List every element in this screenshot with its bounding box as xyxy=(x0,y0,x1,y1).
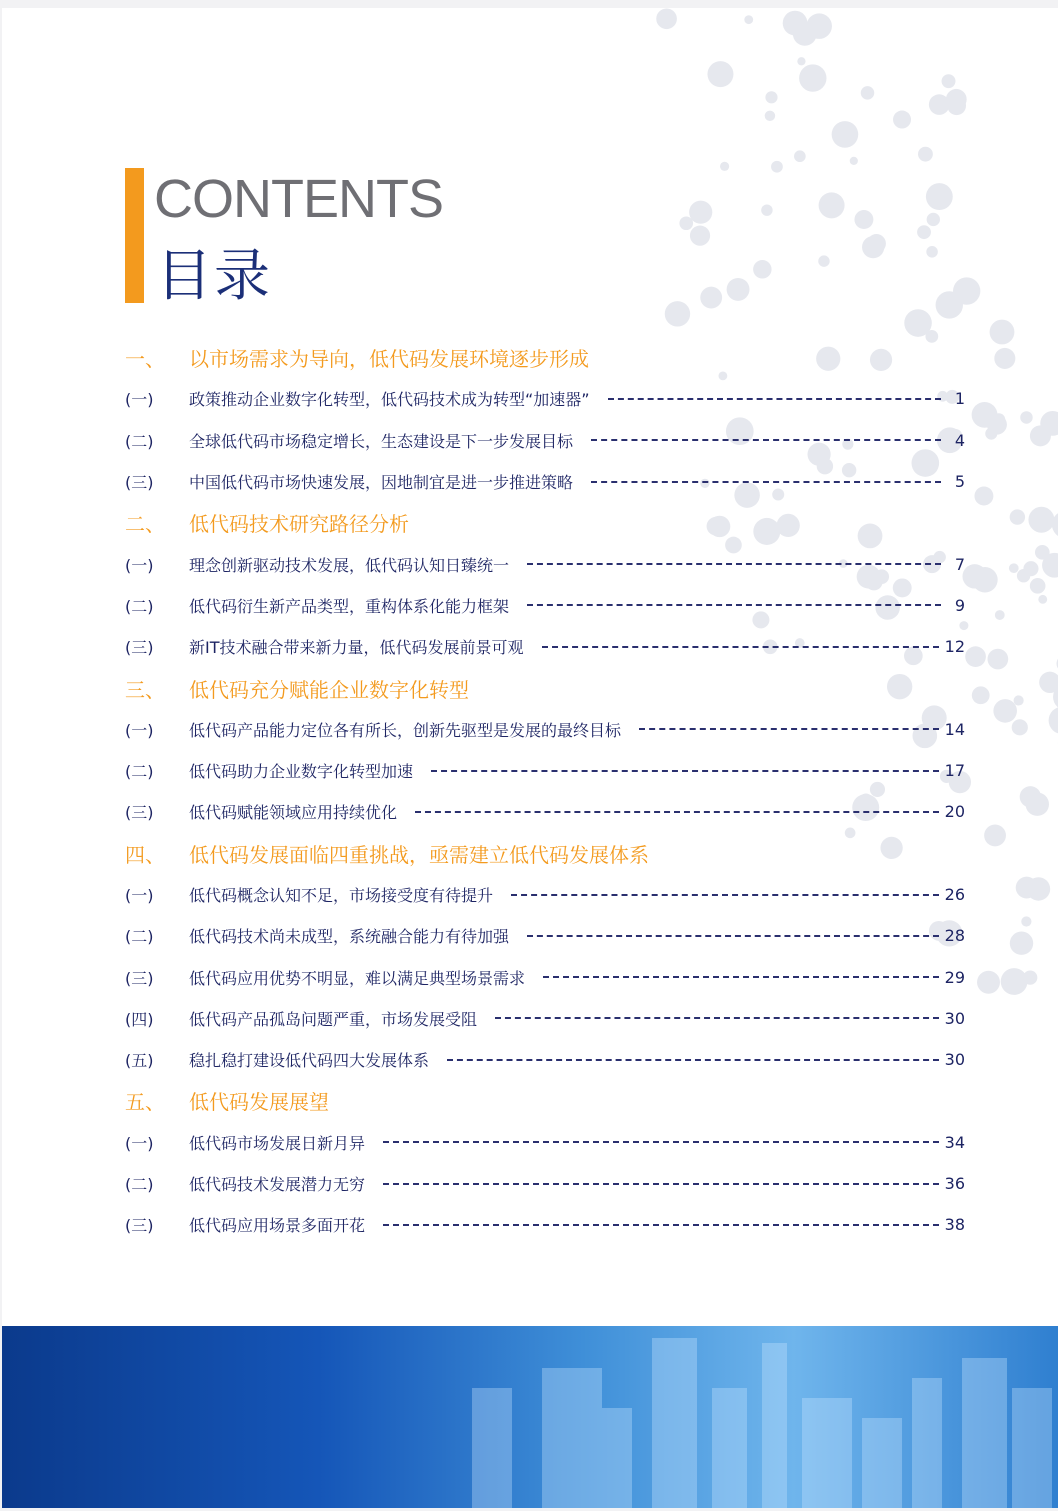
entry-number: (三) xyxy=(125,473,154,493)
decor-dot xyxy=(720,162,729,171)
page-number: 30 xyxy=(944,1050,965,1070)
page-number: 12 xyxy=(944,637,965,657)
decor-dot xyxy=(854,210,873,229)
section-title: 低代码技术研究路径分析 xyxy=(189,512,409,537)
entry-title: 低代码应用优势不明显，难以满足典型场景需求 xyxy=(189,968,526,988)
decor-dot xyxy=(753,260,771,278)
page-number: 34 xyxy=(944,1132,965,1152)
decor-dot xyxy=(765,111,775,121)
decor-dot xyxy=(679,216,693,230)
decor-dot xyxy=(700,287,722,309)
entry-number: (三) xyxy=(125,803,154,823)
decor-dot xyxy=(727,278,750,301)
decor-dot xyxy=(990,320,1015,345)
entry-title: 低代码技术尚未成型，系统融合能力有待加强 xyxy=(189,927,510,947)
decor-dot xyxy=(893,111,911,129)
page-number: 14 xyxy=(944,719,965,739)
decor-dot xyxy=(744,15,753,24)
decor-dot xyxy=(926,183,953,210)
decor-dot xyxy=(1028,507,1054,533)
decor-dot xyxy=(1001,968,1028,995)
decor-dot xyxy=(1017,569,1030,582)
decor-dot xyxy=(1009,563,1019,573)
dot-leader xyxy=(608,398,941,400)
entry-title: 低代码赋能领域应用持续优化 xyxy=(189,803,398,823)
section-number: 一、 xyxy=(125,347,165,372)
decor-dot xyxy=(942,74,956,88)
toc-entry[interactable] xyxy=(125,998,965,1039)
entry-title: 新IT技术融合带来新力量，低代码发展前景可观 xyxy=(189,638,524,658)
entry-title: 低代码技术发展潜力无穷 xyxy=(189,1175,366,1195)
dot-leader xyxy=(639,728,939,730)
section-title: 低代码发展展望 xyxy=(189,1090,329,1115)
decor-dot xyxy=(1014,695,1024,705)
section-number: 三、 xyxy=(125,677,165,702)
dot-leader xyxy=(543,976,939,978)
page-number: 28 xyxy=(944,926,965,946)
decor-dot xyxy=(1010,932,1033,955)
toc-heading-cn: 目录 xyxy=(156,244,272,309)
page-number: 36 xyxy=(944,1174,965,1194)
decor-dot xyxy=(771,161,783,173)
decor-dot xyxy=(689,201,712,224)
decor-dot xyxy=(977,971,1000,994)
page-number: 5 xyxy=(954,472,965,492)
page-number: 7 xyxy=(954,554,965,574)
decor-dot xyxy=(862,236,884,258)
decor-dot xyxy=(794,150,806,162)
decor-dot xyxy=(1026,792,1049,815)
page-number: 38 xyxy=(944,1215,965,1235)
toc-entry[interactable] xyxy=(125,1039,965,1080)
building xyxy=(652,1338,697,1508)
table-of-contents xyxy=(125,337,965,1246)
decor-dot xyxy=(1021,916,1031,926)
decor-dot xyxy=(765,91,777,103)
toc-entry[interactable] xyxy=(125,420,965,461)
entry-title: 低代码市场发展日新月异 xyxy=(189,1133,366,1153)
building xyxy=(542,1368,602,1508)
entry-title: 低代码产品孤岛问题严重，市场发展受阻 xyxy=(189,1009,478,1029)
dot-leader xyxy=(383,1141,939,1143)
toc-entry[interactable] xyxy=(125,915,965,956)
decor-dot xyxy=(974,487,993,506)
toc-section-heading[interactable] xyxy=(125,1080,965,1121)
dot-leader xyxy=(495,1017,939,1019)
decor-dot xyxy=(1012,719,1028,735)
decor-dot xyxy=(917,225,931,239)
building xyxy=(962,1358,1007,1508)
toc-entry[interactable] xyxy=(125,956,965,997)
toc-entry[interactable] xyxy=(125,1122,965,1163)
decor-dot xyxy=(818,255,829,266)
decor-dot xyxy=(707,61,733,87)
city-skyline-banner xyxy=(2,1326,1058,1508)
entry-number: (三) xyxy=(125,638,154,658)
dot-leader xyxy=(383,1183,939,1185)
accent-bar xyxy=(125,168,144,303)
decor-dot xyxy=(936,291,963,318)
toc-section-heading[interactable] xyxy=(125,667,965,708)
entry-number: (一) xyxy=(125,390,154,410)
entry-number: (五) xyxy=(125,1051,154,1071)
entry-title: 理念创新驱动技术发展，低代码认知日臻统一 xyxy=(189,555,510,575)
entry-number: (二) xyxy=(125,431,154,451)
decor-dot xyxy=(819,192,845,218)
page-number: 26 xyxy=(944,885,965,904)
decor-dot xyxy=(1010,509,1025,524)
entry-title: 低代码应用场景多面开花 xyxy=(189,1216,366,1236)
entry-number: (三) xyxy=(125,1216,154,1236)
entry-title: 低代码产品能力定位各有所长，创新先驱型是发展的最终目标 xyxy=(189,720,622,740)
decor-dot xyxy=(985,428,997,440)
decor-dot xyxy=(656,8,677,29)
entry-number: (四) xyxy=(125,1009,154,1029)
decor-dot xyxy=(1038,595,1047,604)
building xyxy=(1012,1388,1052,1508)
decor-dot xyxy=(918,147,933,162)
toc-entry[interactable] xyxy=(125,791,965,832)
dot-leader xyxy=(591,439,941,441)
section-number: 二、 xyxy=(125,512,165,537)
decor-dot xyxy=(850,157,858,165)
toc-entry[interactable] xyxy=(125,1163,965,1204)
page-number: 20 xyxy=(944,802,965,822)
entry-number: (三) xyxy=(125,968,154,988)
decor-dot xyxy=(861,86,874,99)
building xyxy=(862,1418,902,1508)
page-number: 30 xyxy=(944,1008,965,1028)
decor-dot xyxy=(927,213,940,226)
building xyxy=(762,1343,787,1508)
dot-leader xyxy=(591,481,941,483)
toc-entry[interactable] xyxy=(125,543,965,584)
entry-number: (一) xyxy=(125,720,154,740)
building xyxy=(472,1388,512,1508)
section-title: 低代码发展面临四重挑战，亟需建立低代码发展体系 xyxy=(189,842,649,867)
page-number: 1 xyxy=(954,389,965,409)
decor-dot xyxy=(1030,578,1046,594)
decor-dot xyxy=(965,646,986,667)
dot-leader xyxy=(542,646,939,648)
toc-entry[interactable] xyxy=(125,626,965,667)
toc-entry[interactable] xyxy=(125,750,965,791)
page-number: 4 xyxy=(954,430,965,450)
toc-section-heading[interactable] xyxy=(125,833,965,874)
toc-entry[interactable] xyxy=(125,874,965,915)
entry-title: 稳扎稳打建设低代码四大发展体系 xyxy=(189,1051,430,1071)
entry-number: (二) xyxy=(125,762,154,782)
page-number: 17 xyxy=(944,761,965,781)
toc-entry[interactable] xyxy=(125,461,965,502)
decor-dot xyxy=(793,22,817,46)
decor-dot xyxy=(1020,411,1032,423)
dot-leader xyxy=(527,935,939,937)
building xyxy=(712,1388,747,1508)
dot-leader xyxy=(527,604,941,606)
dot-leader xyxy=(383,1224,939,1226)
section-number: 五、 xyxy=(125,1090,165,1115)
toc-entry[interactable] xyxy=(125,709,965,750)
decor-dot xyxy=(1027,877,1050,900)
decor-dot xyxy=(988,649,1009,670)
decor-dot xyxy=(832,121,859,148)
building xyxy=(912,1378,942,1508)
entry-title: 政策推动企业数字化转型，低代码技术成为转型“加速器” xyxy=(189,390,590,410)
entry-title: 全球低代码市场稳定增长，生态建设是下一步发展目标 xyxy=(189,431,574,451)
entry-number: (二) xyxy=(125,596,154,616)
toc-page xyxy=(2,8,1058,1508)
decor-dot xyxy=(799,64,826,91)
entry-title: 低代码概念认知不足，市场接受度有待提升 xyxy=(189,886,494,905)
entry-number: (一) xyxy=(125,555,154,575)
decor-dot xyxy=(972,686,990,704)
dot-leader xyxy=(415,811,939,813)
toc-entry[interactable] xyxy=(125,585,965,626)
decor-dot xyxy=(995,610,1005,620)
dot-leader xyxy=(447,1059,939,1061)
decor-dot xyxy=(690,226,710,246)
decor-dot xyxy=(926,246,938,258)
decor-dot xyxy=(797,57,805,65)
entry-number: (二) xyxy=(125,927,154,947)
toc-section-heading[interactable] xyxy=(125,337,965,378)
decor-dot xyxy=(1039,672,1058,693)
section-title: 以市场需求为导向，低代码发展环境逐步形成 xyxy=(189,347,589,372)
decor-dot xyxy=(761,204,772,215)
entry-title: 中国低代码市场快速发展，因地制宜是进一步推进策略 xyxy=(189,473,574,493)
entry-number: (一) xyxy=(125,886,154,905)
decor-dot xyxy=(984,825,1006,847)
entry-title: 低代码助力企业数字化转型加速 xyxy=(189,762,414,782)
dot-leader xyxy=(527,563,941,565)
building xyxy=(602,1408,632,1508)
decor-dot xyxy=(1049,707,1058,734)
dot-leader xyxy=(511,894,939,896)
decor-dot xyxy=(993,699,1017,723)
toc-entry[interactable] xyxy=(125,1204,965,1245)
section-title: 低代码充分赋能企业数字化转型 xyxy=(189,677,469,702)
section-number: 四、 xyxy=(125,842,165,867)
toc-entry[interactable] xyxy=(125,378,965,419)
dot-leader xyxy=(431,770,939,772)
decor-dot xyxy=(665,301,690,326)
decor-dot xyxy=(994,348,1015,369)
entry-number: (一) xyxy=(125,1133,154,1153)
decor-dot xyxy=(946,89,967,110)
page-number: 9 xyxy=(954,595,965,615)
entry-number: (二) xyxy=(125,1175,154,1195)
building xyxy=(802,1398,852,1508)
entry-title: 低代码衍生新产品类型，重构体系化能力框架 xyxy=(189,596,510,616)
page-number: 29 xyxy=(944,967,965,987)
decor-dot xyxy=(972,567,997,592)
toc-section-heading[interactable] xyxy=(125,502,965,543)
contents-heading: CONTENTS xyxy=(154,169,443,229)
